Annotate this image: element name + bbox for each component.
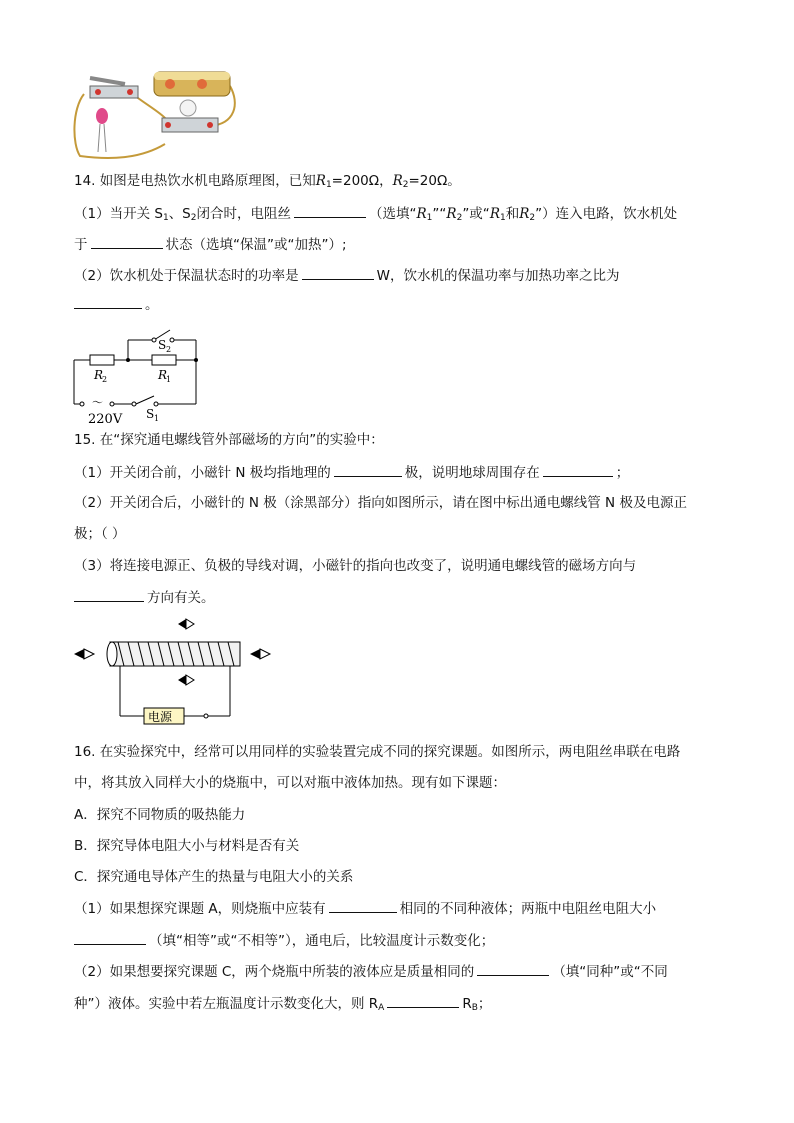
q14-stem: 14. 如图是电热饮水机电路原理图，已知$R_1=200\Omega$，$R_2=20\Omega$。 (74, 173, 461, 190)
answer-blank[interactable] (334, 462, 402, 477)
svg-text:2: 2 (166, 345, 172, 354)
r1-label: R (158, 368, 168, 382)
q16-option-b: B．探究导体电阻大小与材料是否有关 (74, 838, 300, 854)
svg-text:2: 2 (102, 375, 108, 384)
solenoid-diagram (72, 614, 282, 726)
q16-part2: （2）如果想要探究课题 C，两个烧瓶中所装的液体应是质量相同的 （填“同种”或“不同 (74, 961, 668, 982)
s1-label: S (146, 407, 155, 421)
q16-stem-2: 中，将其放入同样大小的烧瓶中，可以对瓶中液体加热。现有如下课题： (74, 775, 506, 791)
voltage-label: 220V (88, 412, 123, 426)
power-source-label: 电源 (148, 710, 173, 724)
q16-stem-1: 16. 在实验探究中，经常可以用同样的实验装置完成不同的探究课题。如图所示，两电阻丝串联在电路 (74, 744, 681, 760)
q15-part3: （3）将连接电源正、负极的导线对调，小磁针的指向也改变了，说明通电螺线管的磁场方向与 (74, 558, 637, 574)
q16-part1: （1）如果想探究课题 A，则烧瓶中应装有 相同的不同种液体；两瓶中电阻丝电阻大小 (74, 898, 656, 919)
ac-symbol: ～ (92, 396, 103, 409)
q15-part3-cont: 方向有关。 (74, 587, 215, 608)
q15-part2-cont: 极；（ ） (74, 526, 126, 542)
q15-part1: （1）开关闭合前，小磁针 N 极均指地理的 极，说明地球周围存在 ； (74, 462, 629, 483)
q14-part2: （2）饮水机处于保温状态时的功率是 W，饮水机的保温功率与加热功率之比为 (74, 265, 619, 286)
compass-needle-bottom (178, 675, 186, 685)
s2-label: S (158, 338, 167, 352)
answer-blank[interactable] (329, 898, 397, 913)
q16-option-a: A．探究不同物质的吸热能力 (74, 807, 246, 823)
q15-stem: 15. 在“探究通电螺线管外部磁场的方向”的实验中： (74, 432, 384, 448)
answer-blank[interactable] (543, 462, 613, 477)
circuit-apparatus-figure (70, 64, 240, 160)
answer-blank[interactable] (302, 265, 374, 280)
q14-part1: （1）当开关 $S_1$、$S_2$闭合时，电阻丝 （选填“$R_1”“R_2$”或“$R_1$和$R_2$”）连入电路，饮水机处 (74, 203, 677, 228)
svg-text:1: 1 (154, 414, 160, 423)
q15-part2: （2）开关闭合后，小磁针的 N 极（涂黑部分）指向如图所示，请在图中标出通电螺线管 N 极及电源正 (74, 495, 687, 511)
answer-blank[interactable] (74, 587, 144, 602)
answer-blank[interactable] (74, 930, 146, 945)
compass-needle-left (74, 649, 84, 659)
q14-circuit-diagram (66, 322, 206, 426)
q16-option-c: C．探究通电导体产生的热量与电阻大小的关系 (74, 869, 354, 885)
r2-label: R (94, 368, 104, 382)
answer-blank[interactable] (387, 993, 459, 1008)
answer-blank[interactable] (91, 234, 163, 249)
answer-blank[interactable] (294, 203, 366, 218)
answer-blank[interactable] (74, 294, 142, 309)
compass-needle-top (178, 619, 186, 629)
compass-needle-right (250, 649, 260, 659)
q14-part2-cont: 。 (74, 294, 159, 315)
q16-part2-cont: 种”）液体。实验中若左瓶温度计示数变化大，则 $R_A$ $R_B$； (74, 993, 491, 1018)
q14-part1-cont: 于 状态（选填“保温”或“加热”）; (74, 234, 347, 255)
q16-part1-cont: （填“相等”或“不相等”），通电后，比较温度计示数变化； (74, 930, 494, 951)
svg-text:1: 1 (166, 375, 172, 384)
answer-blank[interactable] (477, 961, 549, 976)
